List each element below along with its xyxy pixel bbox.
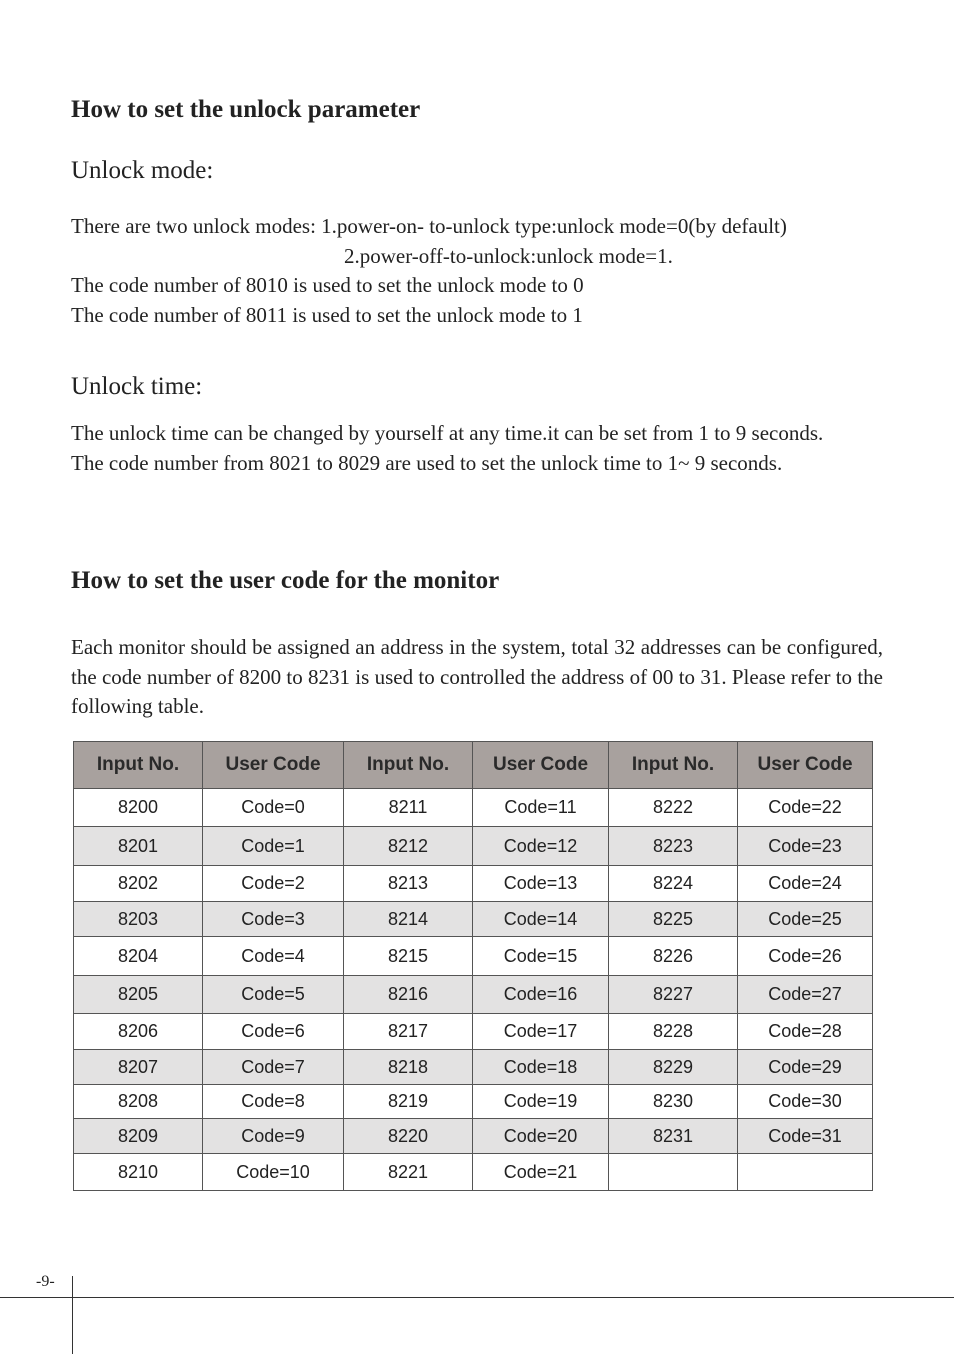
table-cell: 8206 [74,1014,203,1050]
user-code-table [73,741,873,1191]
table-cell: Code=4 [203,937,344,976]
table-cell: Code=1 [203,827,344,866]
table-cell: 8228 [609,1014,738,1050]
table-cell [609,1154,738,1191]
table-cell: 8227 [609,976,738,1014]
table-cell: Code=22 [738,789,873,827]
table-row [74,1085,873,1119]
footer-divider-horizontal [0,1297,954,1298]
table-cell: Code=25 [738,902,873,937]
table-cell: Code=18 [473,1050,609,1085]
table-cell: Code=11 [473,789,609,827]
table-cell: Code=10 [203,1154,344,1191]
unlock-time-line-2: The code number from 8021 to 8029 are used to set the unlock time to 1~ 9 seconds. [71,451,783,475]
section-title-unlock-parameter: How to set the unlock parameter [71,96,421,123]
table-cell: 8223 [609,827,738,866]
table-cell: 8229 [609,1050,738,1085]
table-cell: Code=2 [203,866,344,902]
table-cell: Code=14 [473,902,609,937]
footer-divider-vertical [72,1276,73,1354]
table-cell: Code=5 [203,976,344,1014]
table-row [74,1119,873,1154]
table-cell: 8211 [344,789,473,827]
unlock-time-heading: Unlock time: [71,373,203,400]
table-cell: Code=7 [203,1050,344,1085]
table-cell: 8224 [609,866,738,902]
table-cell: Code=13 [473,866,609,902]
page-number: -9- [36,1273,55,1290]
table-cell: 8207 [74,1050,203,1085]
table-cell: Code=26 [738,937,873,976]
header-user-code: User Code [203,742,344,789]
table-cell: 8200 [74,789,203,827]
unlock-mode-line-3: The code number of 8010 is used to set the unlock mode to 0 [71,273,584,297]
table-cell: Code=19 [473,1085,609,1119]
table-cell: 8225 [609,902,738,937]
table-cell: 8205 [74,976,203,1014]
header-input-no: Input No. [609,742,738,789]
table-row [74,902,873,937]
table-cell: 8231 [609,1119,738,1154]
section-title-user-code: How to set the user code for the monitor [71,567,500,594]
table-cell: Code=31 [738,1119,873,1154]
table-cell: Code=21 [473,1154,609,1191]
table-cell: 8221 [344,1154,473,1191]
table-cell: Code=20 [473,1119,609,1154]
table-row [74,1050,873,1085]
user-code-paragraph: Each monitor should be assigned an address in the system, total 32 addresses can be configured, the code number of 8200 to 8231 is used to controlled the address of 00 to 31. Please refer to the following table. [71,635,883,718]
table-cell: Code=17 [473,1014,609,1050]
table-cell: 8219 [344,1085,473,1119]
table-cell: 8203 [74,902,203,937]
table-cell [738,1154,873,1191]
table-cell: Code=29 [738,1050,873,1085]
table-cell: 8215 [344,937,473,976]
table-row [74,1154,873,1191]
table-row [74,1014,873,1050]
table-cell: Code=12 [473,827,609,866]
table-row [74,789,873,827]
table-cell: 8213 [344,866,473,902]
table-row [74,937,873,976]
table-cell: 8212 [344,827,473,866]
table-cell: 8217 [344,1014,473,1050]
table-cell: 8214 [344,902,473,937]
table-cell: Code=28 [738,1014,873,1050]
table-cell: 8230 [609,1085,738,1119]
table-cell: Code=30 [738,1085,873,1119]
header-user-code: User Code [473,742,609,789]
table-cell: Code=9 [203,1119,344,1154]
table-cell: Code=24 [738,866,873,902]
unlock-time-line-1: The unlock time can be changed by yourself at any time.it can be set from 1 to 9 seconds. [71,421,824,445]
header-input-no: Input No. [344,742,473,789]
table-cell: Code=0 [203,789,344,827]
table-cell: Code=16 [473,976,609,1014]
table-row [74,866,873,902]
table-cell: Code=8 [203,1085,344,1119]
table-cell: 8208 [74,1085,203,1119]
table-cell: 8209 [74,1119,203,1154]
table-cell: 8204 [74,937,203,976]
table-cell: 8201 [74,827,203,866]
table-cell: 8226 [609,937,738,976]
unlock-mode-line-4: The code number of 8011 is used to set the unlock mode to 1 [71,303,583,327]
table-header-row [74,742,873,789]
table-cell: 8216 [344,976,473,1014]
table-cell: 8220 [344,1119,473,1154]
table-cell: Code=3 [203,902,344,937]
table-cell: 8218 [344,1050,473,1085]
table-row [74,976,873,1014]
table-cell: 8210 [74,1154,203,1191]
unlock-mode-line-1: There are two unlock modes: 1.power-on- to-unlock type:unlock mode=0(by default) [71,214,787,238]
table-cell: Code=23 [738,827,873,866]
table-cell: Code=15 [473,937,609,976]
table-cell: Code=6 [203,1014,344,1050]
table-cell: Code=27 [738,976,873,1014]
unlock-mode-heading: Unlock mode: [71,157,214,184]
table-cell: 8222 [609,789,738,827]
table-cell: 8202 [74,866,203,902]
table-row [74,827,873,866]
header-input-no: Input No. [74,742,203,789]
header-user-code: User Code [738,742,873,789]
unlock-mode-line-2: 2.power-off-to-unlock:unlock mode=1. [344,244,673,268]
